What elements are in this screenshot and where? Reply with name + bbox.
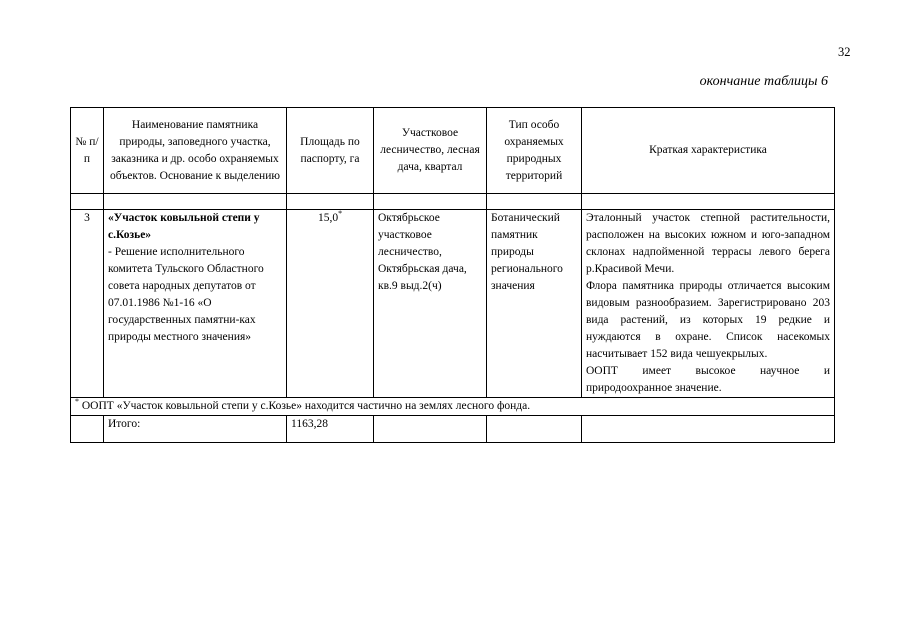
header-forestry: Участковое лесничество, лесная дача, квартал: [374, 108, 487, 194]
protected-areas-table: [70, 107, 835, 443]
row-name: «Участок ковыльной степи у с.Козье»: [108, 212, 260, 241]
total-value: 1163,28: [287, 416, 374, 443]
total-label: Итого:: [104, 416, 287, 443]
area-footnote-mark: *: [338, 209, 343, 219]
table-row: [71, 210, 835, 398]
row-area-cell: [287, 210, 374, 398]
total-row: [71, 416, 835, 443]
row-number: 3: [71, 210, 104, 398]
row-forestry: Октябрьское участковое лесничество, Октябрьская дача, кв.9 выд.2(ч): [374, 210, 487, 398]
row-type: Ботанический памятник природы регионального значения: [487, 210, 582, 398]
footnote-mark: *: [75, 397, 79, 407]
description-paragraph: Эталонный участок степной растительности, расположен на высоких южном и юго-западном склонах надпойменной террасы левого берега р.Красивой Мечи.: [586, 212, 830, 275]
header-name: Наименование памятника природы, заповедного участка, заказника и др. особо охраняемых объектов. Основание к выделению: [104, 108, 287, 194]
footnote-row: [71, 398, 835, 416]
header-type: Тип особо охраняемых природных территорий: [487, 108, 582, 194]
description-paragraph: Флора памятника природы отличается высоким видовым разнообразием. Зарегистрировано 203 вида растений, из которых 19 редкие и нуждаются в охране. Список насекомых насчитывает 152 вида чешуекрылых.: [586, 280, 830, 360]
row-name-cell: [104, 210, 287, 398]
footnote: [71, 398, 835, 416]
row-area: 15,0: [317, 212, 339, 224]
table-caption: окончание таблицы 6: [699, 74, 828, 89]
row-description: [582, 210, 835, 398]
header-description: Краткая характеристика: [582, 108, 835, 194]
row-basis: - Решение исполнительного комитета Тульского Областного совета народных депутатов от 07.01.1986 №1-16 «О государственных памятни-ках природы местного значения»: [108, 246, 264, 343]
header-num: № п/п: [71, 108, 104, 194]
page-number: 32: [838, 45, 851, 59]
header-row: [71, 108, 835, 194]
header-area: Площадь по паспорту, га: [287, 108, 374, 194]
footnote-text: ООПТ «Участок ковыльной степи у с.Козье» находится частично на землях лесного фонда.: [79, 400, 531, 412]
description-paragraph: ООПТ имеет высокое научное и природоохранное значение.: [586, 365, 830, 394]
spacer-row: [71, 194, 835, 210]
